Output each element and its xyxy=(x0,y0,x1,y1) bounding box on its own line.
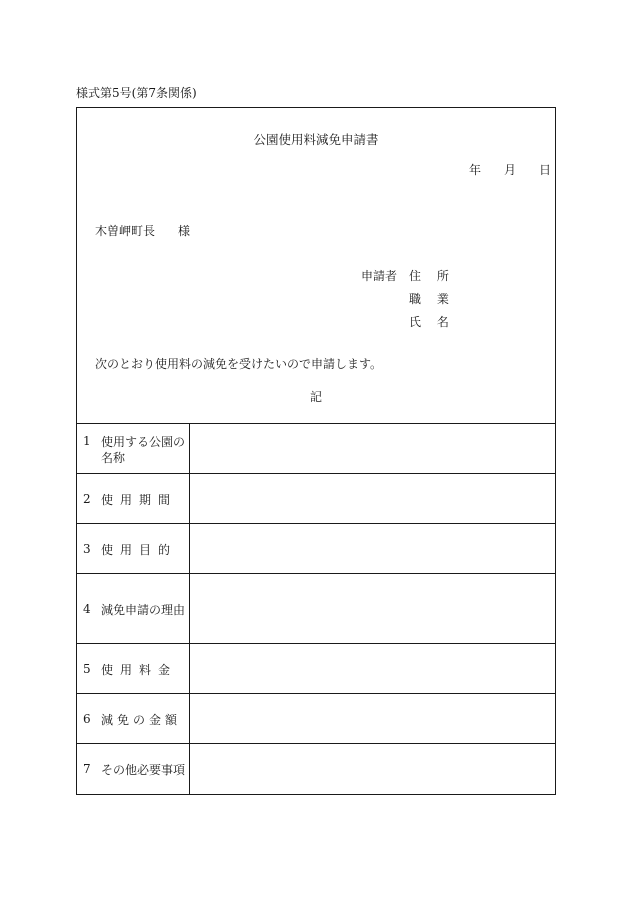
row-label: 使用料金 xyxy=(101,663,178,677)
row-label: 使用期間 xyxy=(101,493,178,507)
applicant-occupation-label: 職 業 xyxy=(409,292,455,306)
table-row xyxy=(77,574,555,644)
row-number: 1 xyxy=(83,434,91,448)
date-year: 年 xyxy=(469,163,482,177)
row-number: 4 xyxy=(83,602,91,616)
row-number: 3 xyxy=(83,542,91,556)
table-row xyxy=(77,474,555,524)
usage-fee-field[interactable] xyxy=(190,644,555,693)
application-form xyxy=(76,107,556,795)
row-label-cell xyxy=(77,474,190,523)
row-number: 6 xyxy=(83,712,91,726)
date-month: 月 xyxy=(504,163,517,177)
applicant-label: 申請者 xyxy=(361,269,398,283)
row-label-line2: 名称 xyxy=(101,451,126,465)
applicant-name-label: 氏 名 xyxy=(409,315,455,329)
items-table xyxy=(77,423,555,795)
row-label: 使用目的 xyxy=(101,543,178,557)
usage-purpose-field[interactable] xyxy=(190,524,555,573)
row-number: 2 xyxy=(83,492,91,506)
intro-statement: 次のとおり使用料の減免を受けたいので申請します。 xyxy=(95,357,383,371)
row-number: 5 xyxy=(83,662,91,676)
row-label-cell xyxy=(77,524,190,573)
row-label-cell xyxy=(77,574,190,643)
ki-heading: 記 xyxy=(309,390,322,404)
addressee-honorific: 様 xyxy=(178,224,191,238)
usage-period-field[interactable] xyxy=(190,474,555,523)
form-title: 公園使用料減免申請書 xyxy=(253,132,379,147)
row-label: 使用する公園の xyxy=(101,435,186,449)
reduction-amount-field[interactable] xyxy=(190,694,555,743)
row-label: 減免の金額 xyxy=(101,713,182,727)
row-number: 7 xyxy=(83,762,91,776)
table-row xyxy=(77,524,555,574)
row-label: その他必要事項 xyxy=(101,763,186,777)
table-row xyxy=(77,644,555,694)
form-number-label: 様式第5号(第7条関係) xyxy=(76,86,197,100)
table-row xyxy=(77,424,555,474)
date-day: 日 xyxy=(539,163,552,177)
table-row xyxy=(77,744,555,795)
row-label: 減免申請の理由 xyxy=(101,603,186,617)
other-matters-field[interactable] xyxy=(190,744,555,795)
row-label-cell xyxy=(77,744,190,795)
row-label-cell xyxy=(77,644,190,693)
row-label-cell xyxy=(77,424,190,473)
table-row xyxy=(77,694,555,744)
applicant-address-label: 住 所 xyxy=(409,269,455,283)
row-label-cell xyxy=(77,694,190,743)
addressee: 木曽岬町長 xyxy=(95,224,156,238)
park-name-field[interactable] xyxy=(190,424,555,473)
reduction-reason-field[interactable] xyxy=(190,574,555,643)
